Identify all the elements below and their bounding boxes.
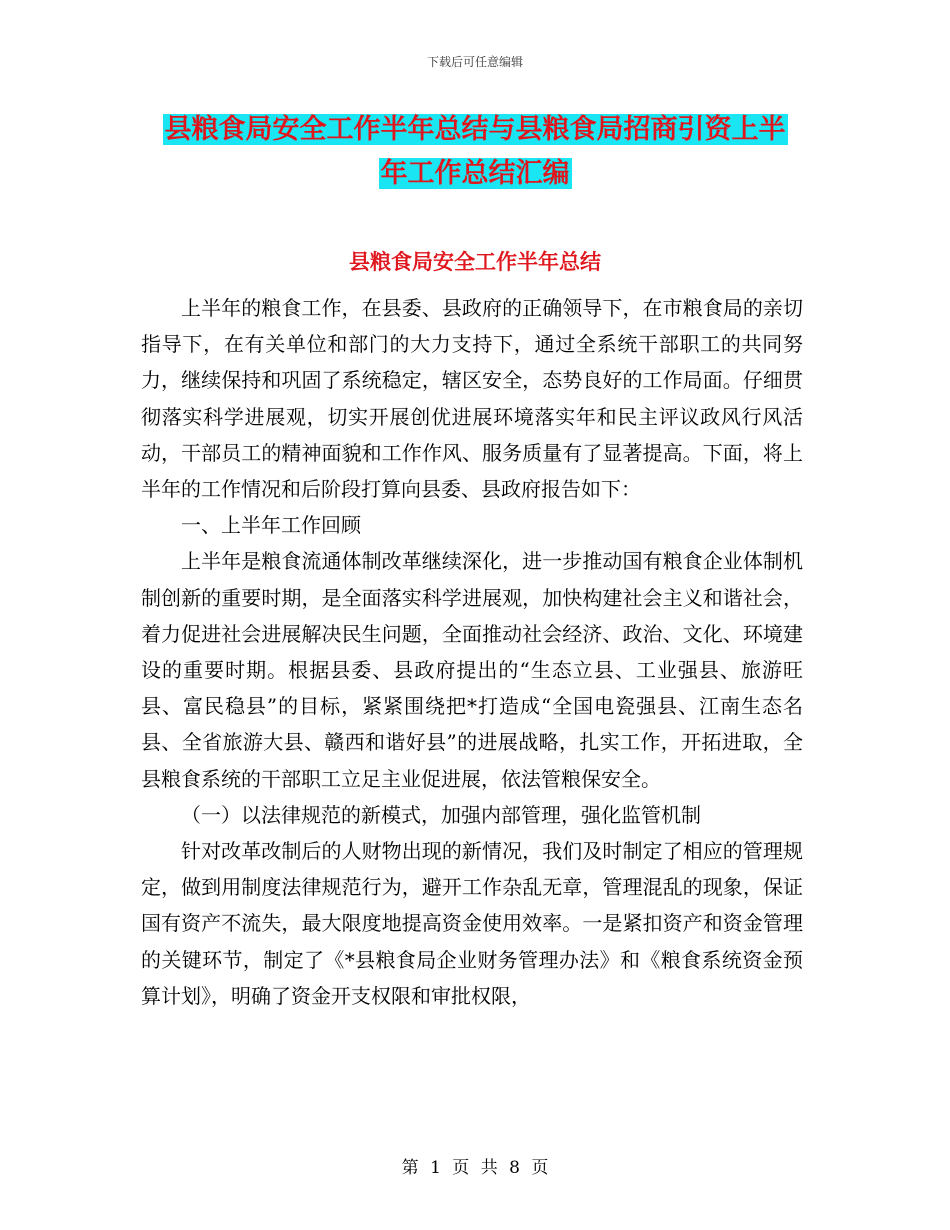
body-paragraph: 上半年是粮食流通体制改革继续深化，进一步推动国有粮食企业体制机制创新的重要时期，是全面落实科学进展观，加快构建社会主义和谐社会，着力促进社会进展解决民生问题，全面推动社会经济、政治、文化、环境建设的重要时期。根据县委、县政府提出的“生态立县、工业强县、旅游旺县、富民稳县”的目标，紧紧围绕把*打造成“全国电瓷强县、江南生态名县、全省旅游大县、赣西和谐好县”的进展战略，扎实工作，开拓进取，全县粮食系统的干部职工立足主业促进展，依法管粮保安全。 (141, 549, 803, 791)
document-body (141, 290, 803, 1014)
body-paragraph: 针对改革改制后的人财物出现的新情况，我们及时制定了相应的管理规定，做到用制度法律规范行为，避开工作杂乱无章，管理混乱的现象，保证国有资产不流失，最大限度地提高资金使用效率。一是紧扣资产和资金管理的关键环节，制定了《*县粮食局企业财务管理办法》和《粮食系统资金预算计划》，明确了资金开支权限和审批权限， (141, 839, 803, 1008)
header-note: 下载后可任意编辑 (426, 55, 523, 69)
document-title-line-1 (0, 108, 950, 152)
section-heading: 一、上半年工作回顾 (181, 513, 361, 538)
page-header (0, 53, 950, 70)
section-title: 县粮食局安全工作半年总结 (349, 250, 601, 274)
page-number: 第 1 页 共 8 页 (401, 1158, 549, 1178)
body-paragraph: 上半年的粮食工作，在县委、县政府的正确领导下，在市粮食局的亲切指导下，在有关单位和部门的大力支持下，通过全系统干部职工的共同努力，继续保持和巩固了系统稳定，辖区安全，态势良好的工作局面。仔细贯彻落实科学进展观，切实开展创优进展环境落实年和民主评议政风行风活动，干部员工的精神面貌和工作作风、服务质量有了显著提高。下面，将上半年的工作情况和后阶段打算向县委、县政府报告如下： (141, 296, 803, 502)
document-title (0, 108, 950, 196)
document-title-line-2 (0, 152, 950, 196)
document-title-line-2-text: 年工作总结汇编 (380, 158, 570, 189)
page-footer (0, 1153, 950, 1178)
document-title-line-1-text: 县粮食局安全工作半年总结与县粮食局招商引资上半 (164, 114, 786, 145)
subsection-heading: （一）以法律规范的新模式，加强内部管理，强化监管机制 (181, 802, 701, 827)
